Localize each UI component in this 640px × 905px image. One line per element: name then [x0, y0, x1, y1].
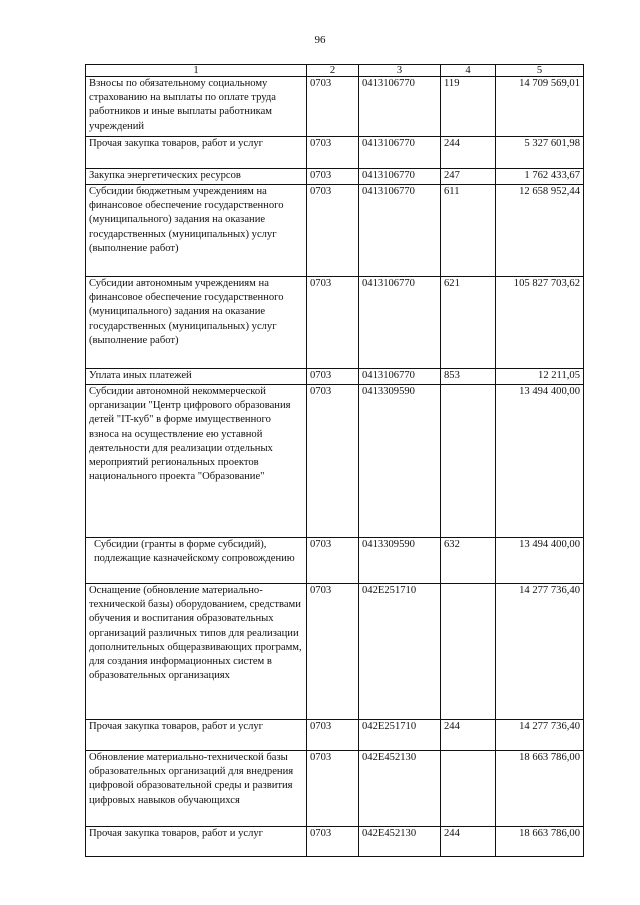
row-amount: 18 663 786,00 — [496, 751, 584, 827]
table-row — [86, 169, 584, 185]
table-row — [86, 538, 584, 584]
row-vr — [441, 385, 496, 538]
table-row — [86, 720, 584, 751]
row-name: Взносы по обязательному социальному страхованию на выплаты по оплате труда работников и иные выплаты работникам учреждений — [86, 77, 307, 137]
row-name: Оснащение (обновление материально-технической базы) оборудованием, средствами обучения и воспитания образовательных организаций различных типов для реализации дополнительных общеразвивающих программ, для создания информационных систем в образовательных организациях — [86, 584, 307, 720]
row-amount: 13 494 400,00 — [496, 385, 584, 538]
row-name: Субсидии бюджетным учреждениям на финансовое обеспечение государственного (муниципального) задания на оказание государственных (муниципальных) услуг (выполнение работ) — [86, 185, 307, 277]
row-csr: 0413309590 — [359, 538, 441, 584]
header-col-5: 5 — [496, 65, 584, 77]
row-amount: 105 827 703,62 — [496, 277, 584, 369]
header-col-1: 1 — [86, 65, 307, 77]
row-amount: 12 658 952,44 — [496, 185, 584, 277]
row-csr: 0413106770 — [359, 369, 441, 385]
row-csr: 042E452130 — [359, 827, 441, 857]
row-name: Субсидии (гранты в форме субсидий), подлежащие казначейскому сопровождению — [86, 538, 307, 584]
row-section: 0703 — [307, 827, 359, 857]
row-section: 0703 — [307, 385, 359, 538]
table-row — [86, 751, 584, 827]
row-name: Субсидии автономным учреждениям на финансовое обеспечение государственного (муниципального) задания на оказание государственных (муниципальных) услуг (выполнение работ) — [86, 277, 307, 369]
row-section: 0703 — [307, 185, 359, 277]
table-row — [86, 185, 584, 277]
row-name: Уплата иных платежей — [86, 369, 307, 385]
row-section: 0703 — [307, 77, 359, 137]
row-csr: 0413106770 — [359, 77, 441, 137]
row-amount: 14 709 569,01 — [496, 77, 584, 137]
header-col-3: 3 — [359, 65, 441, 77]
row-name: Субсидии автономной некоммерческой организации "Центр цифрового образования детей "IT-куб" в форме имущественного взноса на осуществление ею уставной деятельности для реализации отдельных мероприятий региональных проектов национального проекта "Образование" — [86, 385, 307, 538]
row-csr: 0413106770 — [359, 137, 441, 169]
row-amount: 1 762 433,67 — [496, 169, 584, 185]
row-vr: 244 — [441, 827, 496, 857]
row-section: 0703 — [307, 720, 359, 751]
row-vr: 247 — [441, 169, 496, 185]
table-row — [86, 137, 584, 169]
row-section: 0703 — [307, 169, 359, 185]
row-vr: 632 — [441, 538, 496, 584]
table-row — [86, 277, 584, 369]
header-col-4: 4 — [441, 65, 496, 77]
row-section: 0703 — [307, 584, 359, 720]
row-vr: 611 — [441, 185, 496, 277]
row-vr: 119 — [441, 77, 496, 137]
budget-table — [85, 64, 584, 857]
row-csr: 042E251710 — [359, 720, 441, 751]
row-section: 0703 — [307, 538, 359, 584]
row-amount: 18 663 786,00 — [496, 827, 584, 857]
row-csr: 042E251710 — [359, 584, 441, 720]
table-row — [86, 584, 584, 720]
table-row — [86, 77, 584, 137]
row-name: Прочая закупка товаров, работ и услуг — [86, 827, 307, 857]
table-row — [86, 369, 584, 385]
row-vr: 244 — [441, 137, 496, 169]
row-section: 0703 — [307, 369, 359, 385]
header-col-2: 2 — [307, 65, 359, 77]
row-name: Обновление материально-технической базы образовательных организаций для внедрения цифровой образовательной среды и развития цифровых навыков обучающихся — [86, 751, 307, 827]
row-csr: 042E452130 — [359, 751, 441, 827]
row-section: 0703 — [307, 751, 359, 827]
table-row — [86, 827, 584, 857]
row-vr — [441, 751, 496, 827]
row-amount: 13 494 400,00 — [496, 538, 584, 584]
row-name: Закупка энергетических ресурсов — [86, 169, 307, 185]
row-csr: 0413309590 — [359, 385, 441, 538]
table-header-row — [86, 65, 584, 77]
row-csr: 0413106770 — [359, 277, 441, 369]
row-name: Прочая закупка товаров, работ и услуг — [86, 720, 307, 751]
row-amount: 12 211,05 — [496, 369, 584, 385]
row-amount: 5 327 601,98 — [496, 137, 584, 169]
page-number: 96 — [314, 34, 326, 46]
row-csr: 0413106770 — [359, 185, 441, 277]
row-name: Прочая закупка товаров, работ и услуг — [86, 137, 307, 169]
row-vr: 621 — [441, 277, 496, 369]
row-section: 0703 — [307, 137, 359, 169]
row-section: 0703 — [307, 277, 359, 369]
row-amount: 14 277 736,40 — [496, 584, 584, 720]
row-csr: 0413106770 — [359, 169, 441, 185]
table-row — [86, 385, 584, 538]
row-vr: 244 — [441, 720, 496, 751]
row-vr — [441, 584, 496, 720]
row-amount: 14 277 736,40 — [496, 720, 584, 751]
row-vr: 853 — [441, 369, 496, 385]
